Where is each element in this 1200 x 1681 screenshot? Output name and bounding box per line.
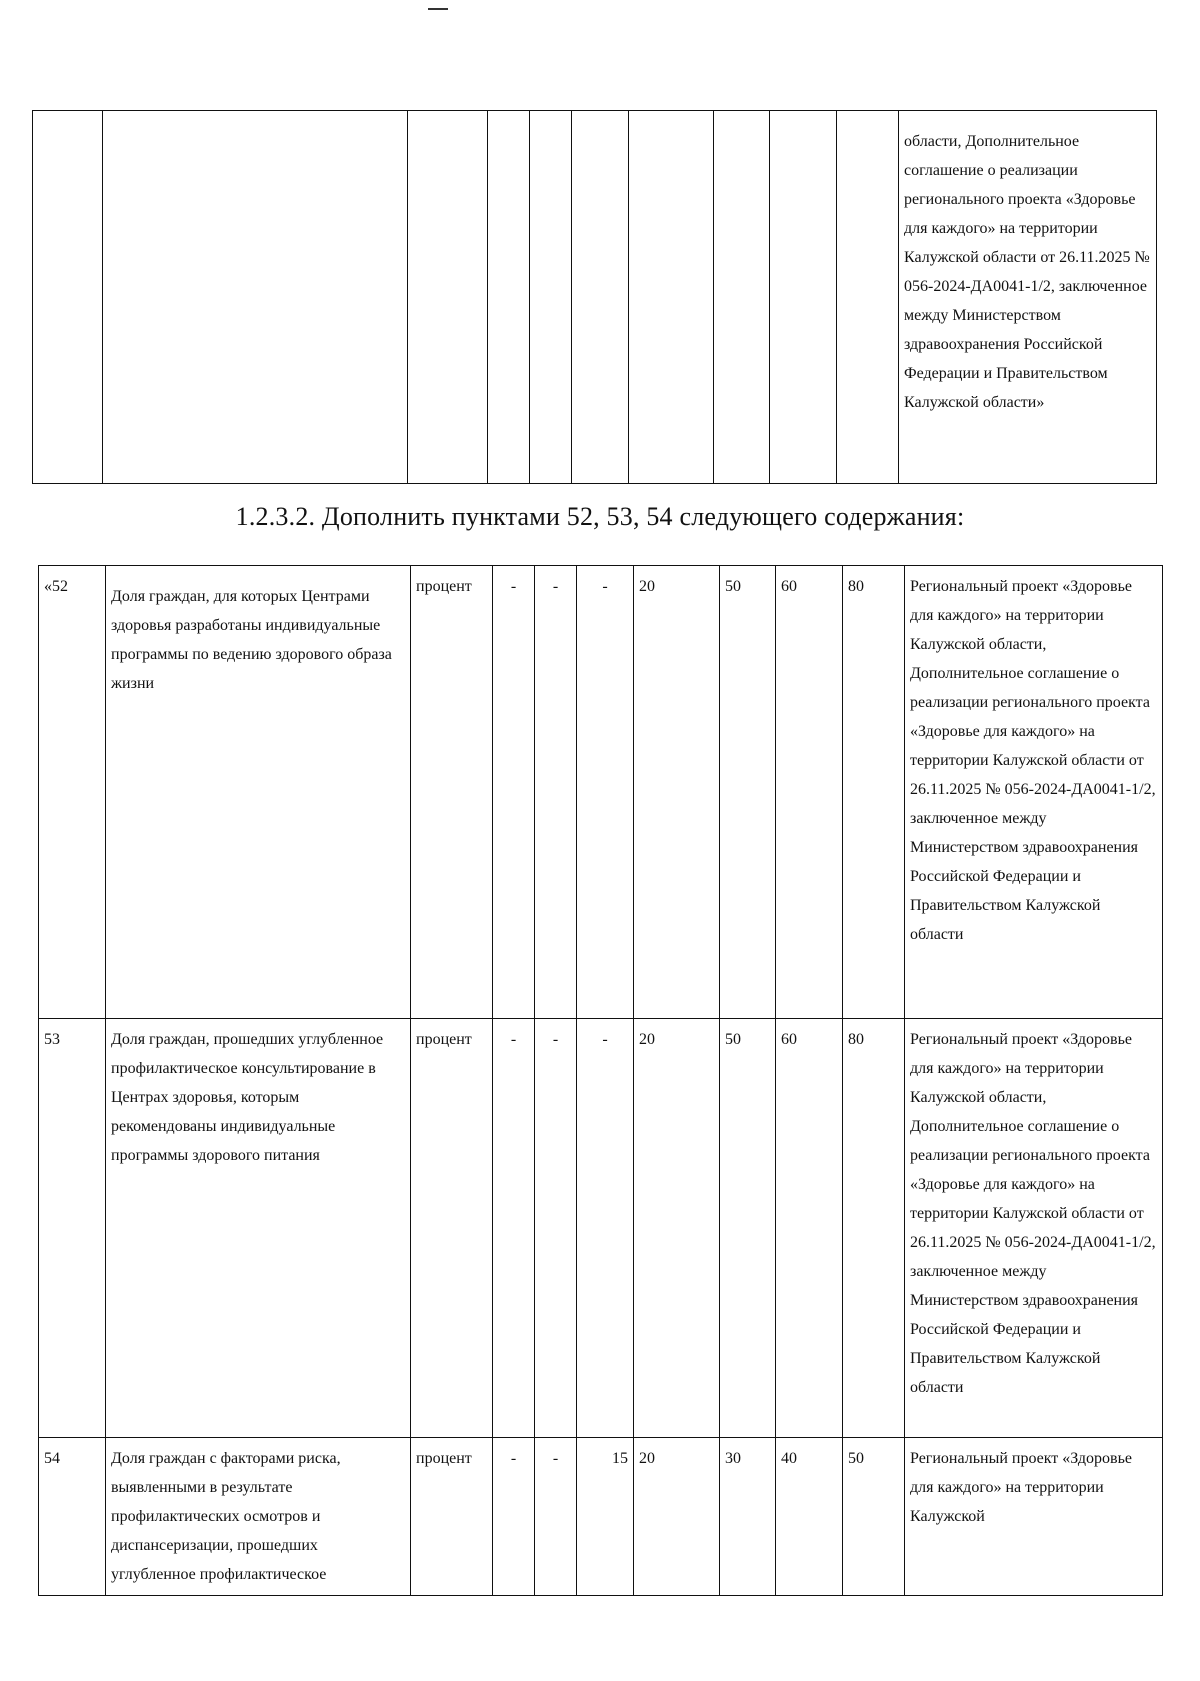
cell-value	[770, 111, 837, 484]
cell-value	[714, 111, 770, 484]
cell-value	[837, 111, 899, 484]
cell-value: -	[535, 566, 577, 1019]
cell-value: 30	[720, 1438, 776, 1596]
cell-unit: процент	[411, 1019, 493, 1438]
continuation-table	[32, 110, 1157, 484]
cell-basis: области, Дополнительное соглашение о реализации регионального проекта «Здоровье для каждого» на территории Калужской области от 26.11.2025 № 056-2024-ДА0041-1/2, заключенное между Министерством здравоохранения Российской Федерации и Правительством Калужской области»	[899, 111, 1157, 484]
cell-name	[103, 111, 408, 484]
cell-unit	[408, 111, 488, 484]
cell-value	[488, 111, 530, 484]
cell-value: -	[577, 566, 634, 1019]
table-row	[39, 1019, 1163, 1438]
cell-unit: процент	[411, 1438, 493, 1596]
table-row	[33, 111, 1157, 484]
cell-value: -	[535, 1019, 577, 1438]
cell-value: -	[493, 1019, 535, 1438]
cell-name: Доля граждан с факторами риска, выявленными в результате профилактических осмотров и диспансеризации, прошедших углубленное профилактическое	[106, 1438, 411, 1596]
cell-value: 15	[577, 1438, 634, 1596]
section-heading: 1.2.3.2. Дополнить пунктами 52, 53, 54 следующего содержания:	[235, 502, 965, 531]
cell-value: 40	[776, 1438, 843, 1596]
cell-basis: Региональный проект «Здоровье для каждого» на территории Калужской области, Дополнительное соглашение о реализации регионального проекта «Здоровье для каждого» на территории Калужской области от 26.11.2025 № 056-2024-ДА0041-1/2, заключенное между Министерством здравоохранения Российской Федерации и Правительством Калужской области	[905, 1019, 1163, 1438]
cell-value: -	[535, 1438, 577, 1596]
scan-mark	[428, 8, 448, 10]
cell-value: -	[493, 566, 535, 1019]
cell-basis: Региональный проект «Здоровье для каждого» на территории Калужской области, Дополнительное соглашение о реализации регионального проекта «Здоровье для каждого» на территории Калужской области от 26.11.2025 № 056-2024-ДА0041-1/2, заключенное между Министерством здравоохранения Российской Федерации и Правительством Калужской области	[905, 566, 1163, 1019]
table-row	[39, 1438, 1163, 1596]
cell-num: 53	[39, 1019, 106, 1438]
cell-value	[629, 111, 714, 484]
cell-value: 60	[776, 1019, 843, 1438]
cell-value: -	[577, 1019, 634, 1438]
indicators-table	[38, 565, 1163, 1596]
cell-value: 20	[634, 566, 720, 1019]
cell-value: -	[493, 1438, 535, 1596]
cell-num: «52	[39, 566, 106, 1019]
cell-value: 50	[720, 1019, 776, 1438]
cell-value: 20	[634, 1019, 720, 1438]
cell-num	[33, 111, 103, 484]
cell-value	[572, 111, 629, 484]
cell-num: 54	[39, 1438, 106, 1596]
cell-name: Доля граждан, прошедших углубленное профилактическое консультирование в Центрах здоровья, которым рекомендованы индивидуальные программы здорового питания	[106, 1019, 411, 1438]
cell-value: 20	[634, 1438, 720, 1596]
cell-name: Доля граждан, для которых Центрами здоровья разработаны индивидуальные программы по ведению здорового образа жизни	[106, 566, 411, 1019]
cell-value: 50	[720, 566, 776, 1019]
cell-value: 80	[843, 566, 905, 1019]
cell-value: 80	[843, 1019, 905, 1438]
cell-value: 50	[843, 1438, 905, 1596]
cell-value	[530, 111, 572, 484]
cell-value: 60	[776, 566, 843, 1019]
table-row	[39, 566, 1163, 1019]
cell-basis: Региональный проект «Здоровье для каждого» на территории Калужской	[905, 1438, 1163, 1596]
cell-unit: процент	[411, 566, 493, 1019]
